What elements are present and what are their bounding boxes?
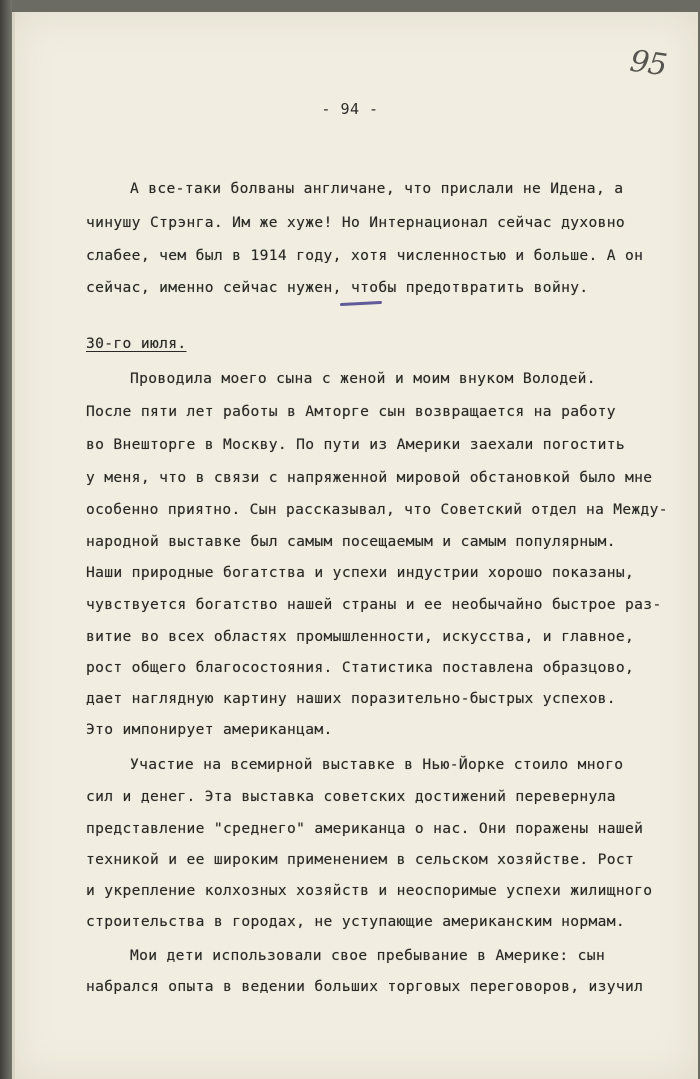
paragraph-1-line-4: сейчас, именно сейчас нужен, чтобы предотвратить войну.: [86, 279, 589, 296]
page-edge: [12, 12, 15, 1079]
paragraph-1-line-3: слабее, чем был в 1914 году, хотя численностью и больше. А он: [86, 247, 644, 264]
page-number: - 94 -: [321, 100, 379, 118]
paragraph-3-line-6: строительства в городах, не уступающие американским нормам.: [86, 913, 626, 930]
paragraph-3-line-2: сил и денег. Эта выставка советских достижений перевернула: [86, 788, 616, 805]
paragraph-3-line-4: техникой и ее широким применением в сельском хозяйстве. Рост: [86, 851, 635, 868]
paragraph-2-line-1: Проводила моего сына с женой и моим внуком Володей.: [130, 370, 596, 387]
paragraph-3-line-5: и укрепление колхозных хозяйств и неоспоримые успехи жилищного: [86, 882, 653, 899]
paragraph-2-line-8: чувствуется богатство нашей страны и ее необычайно быстрое раз-: [86, 596, 662, 613]
date-heading: 30-го июля.: [86, 335, 187, 352]
paragraph-4-line-1: Мои дети использовали свое пребывание в Америке: сын: [130, 947, 606, 964]
paragraph-2-line-3: во Внешторге в Москву. По пути из Америки заехали погостить: [86, 436, 626, 453]
paragraph-3-line-1: Участие на всемирной выставке в Нью-Йорке стоило много: [130, 756, 624, 773]
paragraph-2-line-7: Наши природные богатства и успехи индустрии хорошо показаны,: [86, 564, 635, 581]
paragraph-2-line-4: у меня, что в связи с напряженной мировой обстановкой было мне: [86, 469, 653, 486]
paragraph-3-line-3: представление "среднего" американца о нас. Они поражены нашей: [86, 820, 644, 837]
handwritten-folio-number: 95: [627, 43, 669, 84]
scanner-backdrop: [0, 0, 12, 1079]
paragraph-2-line-9: витие во всех областях промышленности, искусства, и главное,: [86, 628, 635, 645]
paragraph-2-line-12: Это импонирует американцам.: [86, 721, 333, 738]
paragraph-4-line-2: набрался опыта в ведении больших торговых переговоров, изучил: [86, 978, 644, 995]
paragraph-2-line-10: рост общего благосостояния. Статистика поставлена образцово,: [86, 659, 635, 676]
paragraph-2-line-11: дает наглядную картину наших поразительно-быстрых успехов.: [86, 690, 616, 707]
paragraph-2-line-6: народной выставке был самым посещаемым и самым популярным.: [86, 533, 616, 550]
paragraph-2-line-2: После пяти лет работы в Амторге сын возвращается на работу: [86, 403, 616, 420]
paragraph-1-line-2: чинушу Стрэнга. Им же хуже! Но Интернационал сейчас духовно: [86, 214, 626, 231]
paragraph-2-line-5: особенно приятно. Сын рассказывал, что Советский отдел на Между-: [86, 501, 668, 518]
paragraph-1-line-1: А все-таки болваны англичане, что прислали не Идена, а: [130, 180, 624, 197]
